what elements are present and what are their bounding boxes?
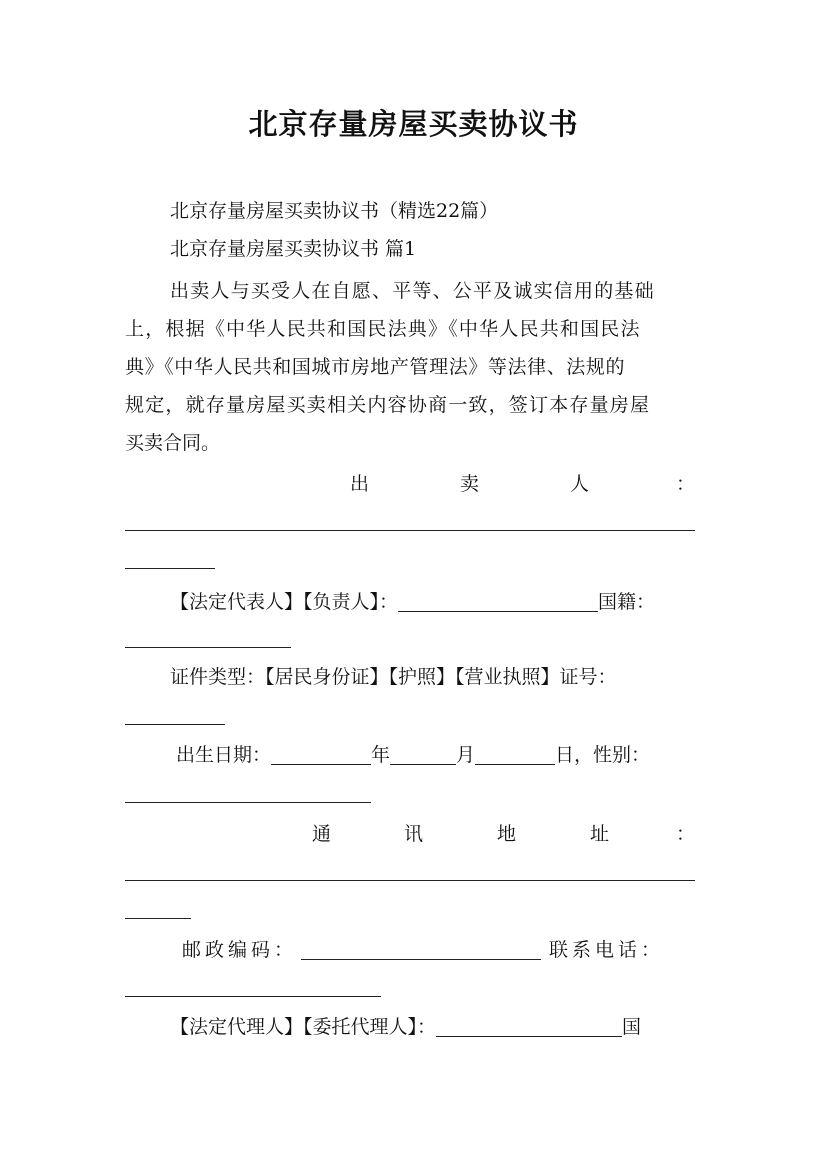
document-title: 北京存量房屋买卖协议书 [248, 107, 579, 141]
legal-rep-row [170, 590, 655, 614]
address-field[interactable] [125, 880, 695, 881]
section-heading: 北京存量房屋买卖协议书 篇1 [170, 238, 417, 260]
id-type-label: 证件类型：【居民身份证】【护照】【营业执照】证号： [170, 666, 617, 688]
id-type-row [170, 665, 617, 689]
birth-label: 出生日期： [176, 744, 272, 766]
gender-field[interactable] [125, 802, 371, 803]
legal-rep-field[interactable] [398, 593, 598, 612]
postcode-label: 邮政编码： [182, 939, 298, 961]
nationality-field[interactable] [125, 647, 291, 648]
seller-name-field[interactable] [125, 530, 695, 531]
id-number-field[interactable] [125, 724, 225, 725]
intro-line-1: 出卖人与买受人在自愿、平等、公平及诚实信用的基础 [170, 280, 655, 302]
month-label: 月 [456, 744, 476, 766]
postcode-row [182, 938, 664, 962]
postcode-field[interactable] [301, 941, 541, 960]
seller-name-field-continued[interactable] [125, 568, 215, 569]
phone-label: 联系电话： [549, 939, 665, 961]
intro-line-2: 上，根据《中华人民共和国民法典》《中华人民共和国民法 [125, 318, 641, 340]
year-label: 年 [371, 744, 391, 766]
intro-line-4: 规定，就存量房屋买卖相关内容协商一致，签订本存量房屋 [125, 394, 651, 416]
document-page: 北京存量房屋买卖协议书 北京存量房屋买卖协议书（精选22篇） 北京存量房屋买卖协议书 篇1 出卖人与买受人在自愿、平等、公平及诚实信用的基础 上，根据《中华人民共和国民法典》《中华人民共和国民法 典》《中华人民共和国城市房地产管理法》等法律、法规的 规定，就存量房屋买卖相关内容协商一致，签订本存量房屋 买卖合同。 出 卖 人 ： 【法定代表人】【负责人】： 国籍： 证件类型：【居民身份证】【护照】【营业执照】证号： 出生日期： 年 月 日，性别： 通 讯 地 址 ： 邮政编码： 联系电话： 【法定代理人】【委托代理人】： 国 [0, 0, 827, 1170]
agent-nationality-label: 国 [622, 1016, 642, 1038]
nationality-label: 国籍： [598, 591, 656, 613]
intro-line-5: 买卖合同。 [125, 432, 221, 454]
phone-field[interactable] [125, 996, 381, 997]
document-subtitle: 北京存量房屋买卖协议书（精选22篇） [170, 200, 499, 222]
day-gender-label: 日，性别： [555, 744, 651, 766]
legal-rep-label: 【法定代表人】【负责人】： [170, 591, 399, 613]
birth-year-field[interactable] [271, 746, 371, 765]
intro-line-3: 典》《中华人民共和国城市房地产管理法》等法律、法规的 [125, 356, 626, 378]
agent-label: 【法定代理人】【委托代理人】： [170, 1016, 437, 1038]
address-field-continued[interactable] [125, 918, 191, 919]
birth-row [176, 743, 650, 767]
birth-month-field[interactable] [390, 746, 456, 765]
birth-day-field[interactable] [475, 746, 555, 765]
agent-field[interactable] [436, 1018, 622, 1037]
agent-row [170, 1015, 641, 1039]
